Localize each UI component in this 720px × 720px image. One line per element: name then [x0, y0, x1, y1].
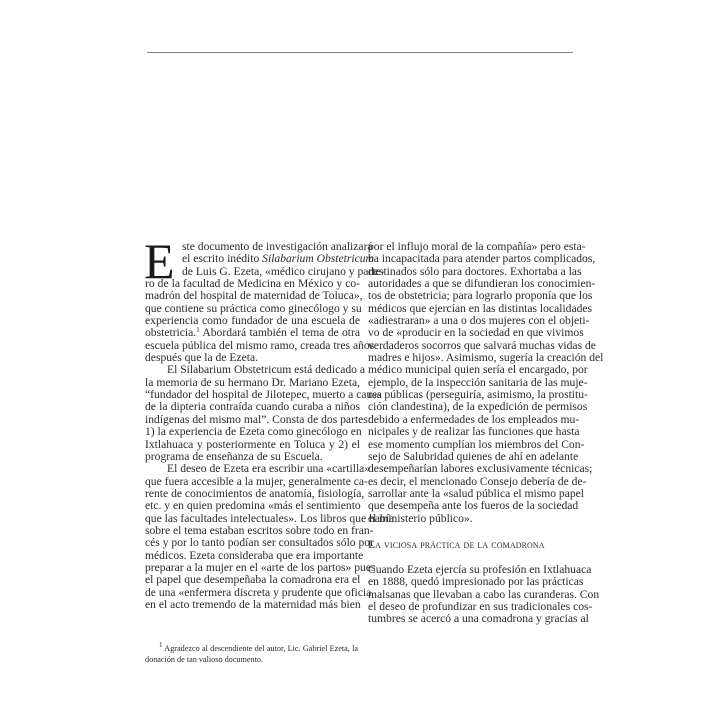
section-body: [368, 563, 600, 626]
text-segment: ejemplo, de la inspección sanitaria de las muje-: [368, 375, 588, 389]
text-segment: Ixtlahuaca y posteriormente en Toluca y 2) el: [145, 437, 360, 451]
text-segment: Agradezco al descendiente del autor, Lic. Gabriel Ezeta, la: [162, 644, 358, 653]
text-segment: ese momento cumplían los miembros del Con-: [368, 437, 585, 451]
drop-cap: E: [144, 233, 175, 289]
text-line: [368, 612, 589, 626]
text-segment: madrón del hospital de maternidad de Toluca»,: [145, 289, 363, 303]
text-segment: ro de la facultad de Medicina en México y co-: [145, 277, 360, 291]
text-segment: indígenas del mismo mal”. Consta de dos partes:: [145, 412, 372, 426]
text-segment: que contiene su práctica como ginecólogo y su: [145, 301, 362, 315]
text-segment: después que la de Ezeta.: [145, 351, 258, 365]
text-line: [145, 654, 358, 665]
text-segment: el papel que desempeñaba la comadrona era el: [145, 573, 361, 587]
text-segment: por el influjo moral de la compañía» pero esta-: [368, 240, 586, 253]
text-segment: madres e hijos». Asimismo, sugería la creación del: [368, 351, 604, 365]
text-segment: de la dipteria contraída cuando curaba a niños: [145, 400, 360, 414]
text-segment: sejo de Salubridad quienes de ahí en adelante: [368, 449, 579, 463]
text-segment: en el acto tremendo de la maternidad más bien: [145, 597, 361, 611]
text-segment: sarrollar ante la «salud pública el mismo papel: [368, 486, 585, 500]
text-segment: autoridades a que se difundieran los conocimien-: [368, 277, 596, 291]
text-segment: ste documento de investigación analizará: [182, 240, 373, 253]
text-segment: nicipales y de realizar las funciones que hasta: [368, 425, 580, 439]
text-line: [145, 599, 360, 611]
text-segment: verdaderos socorros que salvará muchas vidas de: [368, 338, 596, 352]
text-segment: el escrito inédito: [182, 252, 263, 266]
text-segment: programa de enseñanza de su Escuela.: [145, 449, 323, 463]
text-segment: “fundador del hospital de Jilotepec, muerto a causa: [145, 388, 382, 402]
text-line: [145, 643, 358, 654]
text-segment: malsanas que llevaban a cabo las curanderas. Con: [368, 587, 600, 601]
text-segment: en 1888, quedó impresionado por las prácticas: [368, 575, 584, 589]
text-segment: obstetricia.: [145, 326, 197, 340]
text-segment: res públicas (perseguiría, asimismo, la prostitu-: [368, 388, 588, 402]
text-segment: médicos que ejercían en las distintas localidades: [368, 301, 593, 315]
text-segment: Cuando Ezeta ejercía su profesión en Ixtlahuaca: [368, 563, 592, 576]
text-segment: Silabarium Obstetricum: [262, 252, 374, 266]
right-column: [368, 240, 604, 525]
text-segment: que desempeña ante los fueros de la sociedad: [368, 499, 579, 513]
header-rule: [147, 52, 573, 53]
text-segment: el ministerio público».: [368, 511, 473, 525]
text-segment: que las facultades intelectuales». Los libros que había: [145, 511, 395, 525]
text-segment: Abordará también el tema de otra: [199, 326, 360, 340]
text-segment: tumbres se acercó a una comadrona y gracias al: [368, 612, 589, 626]
text-segment: médicos. Ezeta consideraba que era importante: [145, 548, 364, 562]
text-segment: donación de tan valioso documento.: [145, 655, 264, 664]
text-segment: rente de conocimientos de anatomía, fisiología,: [145, 486, 365, 500]
footnote-marker: 1: [196, 326, 200, 335]
text-segment: el deseo de profundizar en sus tradicionales cos-: [368, 600, 593, 614]
text-segment: ba incapacitada para atender partos complicados,: [368, 252, 596, 266]
footnote-marker: 1: [159, 641, 163, 649]
text-segment: debido a enfermedades de los empleados mu-: [368, 412, 580, 426]
section-heading: La viciosa práctica de la comadrona: [368, 538, 545, 551]
text-segment: El deseo de Ezeta era escribir una «cartilla»: [167, 462, 371, 476]
text-segment: 1) la experiencia de Ezeta como ginecólogo en: [145, 425, 362, 439]
text-segment: de una «enfermera discreta y prudente que oficia: [145, 585, 372, 599]
left-column: [144, 233, 395, 611]
text-segment: cés y por lo tanto podían ser consultados sólo por: [145, 536, 374, 550]
text-segment: El Silabarium Obstetricum está dedicado a: [167, 363, 365, 377]
footnote: [145, 643, 358, 665]
text-segment: desempeñarían labores exclusivamente técnicas;: [368, 462, 593, 476]
text-segment: experiencia como fundador de una escuela de: [145, 314, 360, 328]
text-segment: escuela pública del mismo ramo, creada tres años: [145, 338, 375, 352]
text-segment: de Luis G. Ezeta, «médico cirujano y parte-: [182, 264, 385, 278]
text-segment: médico municipal quien sería el encargado, por: [368, 363, 588, 377]
text-line: [368, 513, 575, 525]
text-segment: es decir, el mencionado Consejo debería de de-: [368, 474, 587, 488]
text-segment: que fuera accesible a la mujer, generalmente ca-: [145, 474, 368, 488]
text-segment: ción clandestina), de la expedición de permisos: [368, 400, 588, 414]
text-segment: etc. y en quien predomina «más el sentimiento: [145, 499, 361, 513]
text-segment: preparar a la mujer en el «arte de los partos» pues: [145, 560, 376, 574]
text-segment: destinados sólo para doctores. Exhortaba a las: [368, 264, 582, 278]
text-segment: tos de obstetricia; para lograrlo proponía que los: [368, 289, 593, 303]
text-segment: vo de «producir en la sociedad en que vivimos: [368, 326, 584, 340]
text-segment: «adiestraran» a una o dos mujeres con el objeti-: [368, 314, 590, 328]
text-segment: la memoria de su hermano Dr. Mariano Ezeta,: [145, 375, 360, 389]
text-segment: sobre el tema estaban escritos sobre todo en fran-: [145, 523, 374, 537]
